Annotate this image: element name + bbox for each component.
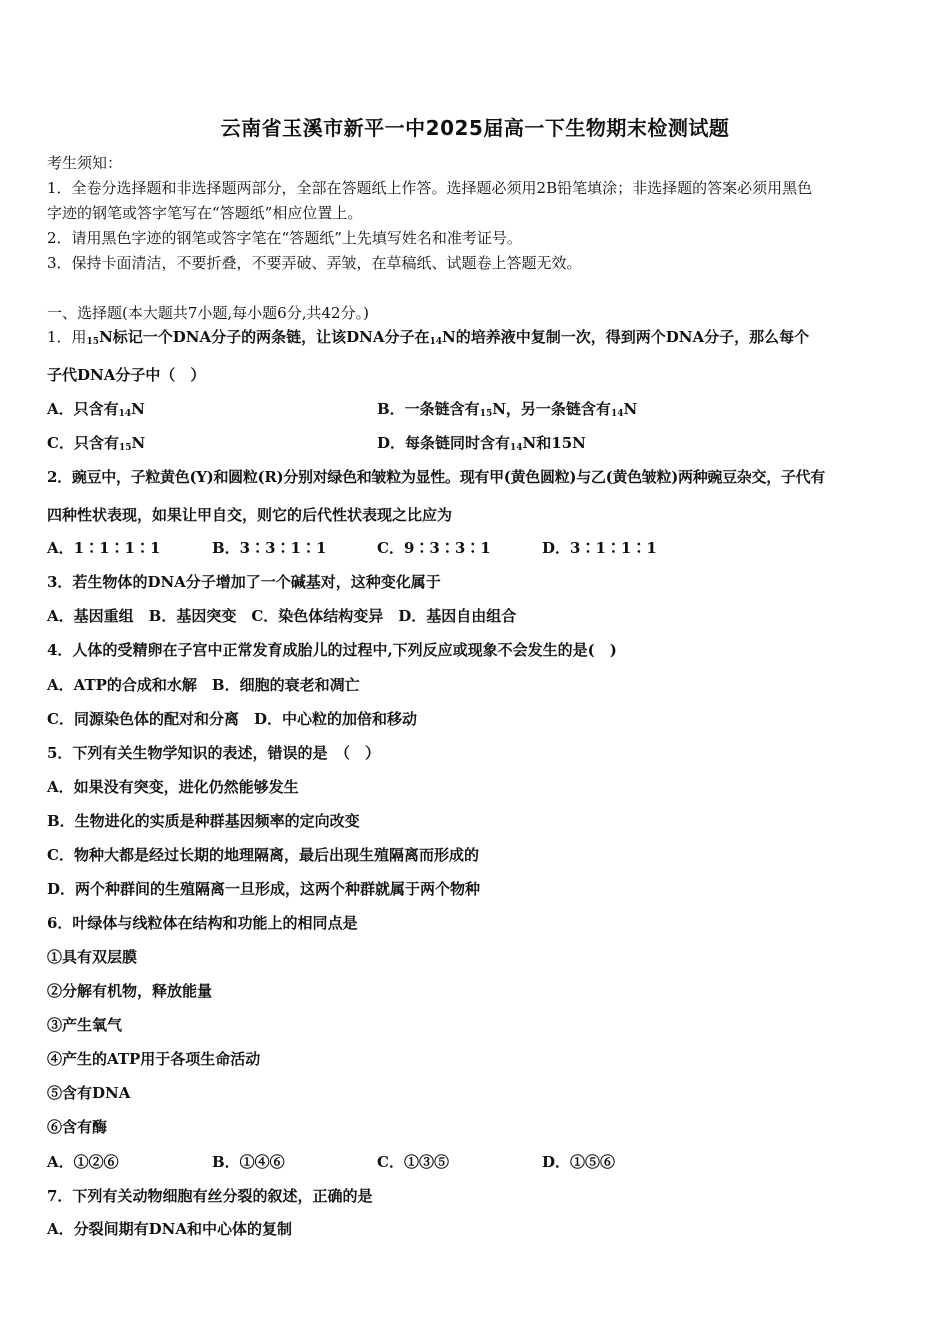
question-1-text: 1．用$_{15}$N标记一个DNA分子的两条链，让该DNA分子在$_{14}$N的培养液中复制一次，得到两个DNA分子，那么每个 <box>47 328 810 347</box>
question-6-text: 6．叶绿体与线粒体在结构和功能上的相同点是 <box>47 914 358 932</box>
question-6-item: ①具有双层膜 <box>47 948 138 966</box>
question-1-text-cont: 子代DNA分子中（ ） <box>47 366 206 384</box>
question-6-item: ②分解有机物，释放能量 <box>47 982 213 1000</box>
question-1-option-d[interactable]: D．每条链同时含有$_{14}$N和15N <box>377 434 586 453</box>
question-6-option-b[interactable]: B．①④⑥ <box>212 1153 285 1171</box>
question-7-option-a[interactable]: A．分裂间期有DNA和中心体的复制 <box>47 1220 292 1238</box>
question-7-text: 7．下列有关动物细胞有丝分裂的叙述，正确的是 <box>47 1187 373 1205</box>
notice-item-2: 2．请用黑色字迹的钢笔或答字笔在“答题纸”上先填写姓名和准考证号。 <box>47 229 522 247</box>
question-6-item: ④产生的ATP用于各项生命活动 <box>47 1050 261 1068</box>
question-5-option-d[interactable]: D．两个种群间的生殖隔离一旦形成，这两个种群就属于两个物种 <box>47 880 481 898</box>
question-5-option-a[interactable]: A．如果没有突变，进化仍然能够发生 <box>47 778 299 796</box>
notice-item-1-cont: 字迹的钢笔或答字笔写在“答题纸”相应位置上。 <box>47 204 363 222</box>
question-4-options-ab[interactable]: A．ATP的合成和水解 B．细胞的衰老和凋亡 <box>47 676 360 694</box>
question-1-option-c[interactable]: C．只含有$_{15}$N <box>47 434 146 453</box>
section-heading: 一、选择题(本大题共7小题,每小题6分,共42分。) <box>47 304 369 322</box>
question-5-option-c[interactable]: C．物种大都是经过长期的地理隔离，最后出现生殖隔离而形成的 <box>47 846 479 864</box>
question-2-option-d[interactable]: D．3∶1∶1∶1 <box>542 539 657 557</box>
question-6-item: ⑤含有DNA <box>47 1084 131 1102</box>
question-3-text: 3．若生物体的DNA分子增加了一个碱基对，这种变化属于 <box>47 573 441 591</box>
notice-item-3: 3．保持卡面清洁，不要折叠，不要弄破、弄皱，在草稿纸、试题卷上答题无效。 <box>47 254 582 272</box>
page-title: 云南省玉溪市新平一中2025届高一下生物期末检测试题 <box>220 116 730 140</box>
question-1-option-b[interactable]: B．一条链含有$_{15}$N，另一条链含有$_{14}$N <box>377 400 638 419</box>
question-2-text: 2．豌豆中，子粒黄色(Y)和圆粒(R)分别对绿色和皱粒为显性。现有甲(黄色圆粒)与乙(黄色皱粒)两种豌豆杂交，子代有 <box>47 468 825 486</box>
question-2-option-c[interactable]: C．9∶3∶3∶1 <box>377 539 491 557</box>
notice-item-1: 1．全卷分选择题和非选择题两部分，全部在答题纸上作答。选择题必须用2B铅笔填涂；非选择题的答案必须用黑色 <box>47 179 813 197</box>
question-6-option-a[interactable]: A．①②⑥ <box>47 1153 119 1171</box>
question-6-option-c[interactable]: C．①③⑤ <box>377 1153 449 1171</box>
question-3-options[interactable]: A．基因重组 B．基因突变 C．染色体结构变异 D．基因自由组合 <box>47 607 517 625</box>
question-2-option-b[interactable]: B．3∶3∶1∶1 <box>212 539 327 557</box>
question-2-option-a[interactable]: A．1∶1∶1∶1 <box>47 539 161 557</box>
question-1-option-a[interactable]: A．只含有$_{14}$N <box>47 400 145 419</box>
question-4-options-cd[interactable]: C．同源染色体的配对和分离 D．中心粒的加倍和移动 <box>47 710 417 728</box>
question-6-item: ③产生氧气 <box>47 1016 123 1034</box>
question-4-text: 4．人体的受精卵在子宫中正常发育成胎儿的过程中,下列反应或现象不会发生的是( ) <box>47 641 617 659</box>
question-2-text-cont: 四种性状表现，如果让甲自交，则它的后代性状表现之比应为 <box>47 506 453 524</box>
question-6-option-d[interactable]: D．①⑤⑥ <box>542 1153 616 1171</box>
question-5-text: 5．下列有关生物学知识的表述，错误的是 （ ） <box>47 744 380 762</box>
notice-heading: 考生须知： <box>47 154 123 172</box>
question-5-option-b[interactable]: B．生物进化的实质是种群基因频率的定向改变 <box>47 812 360 830</box>
question-6-item: ⑥含有酶 <box>47 1118 108 1136</box>
